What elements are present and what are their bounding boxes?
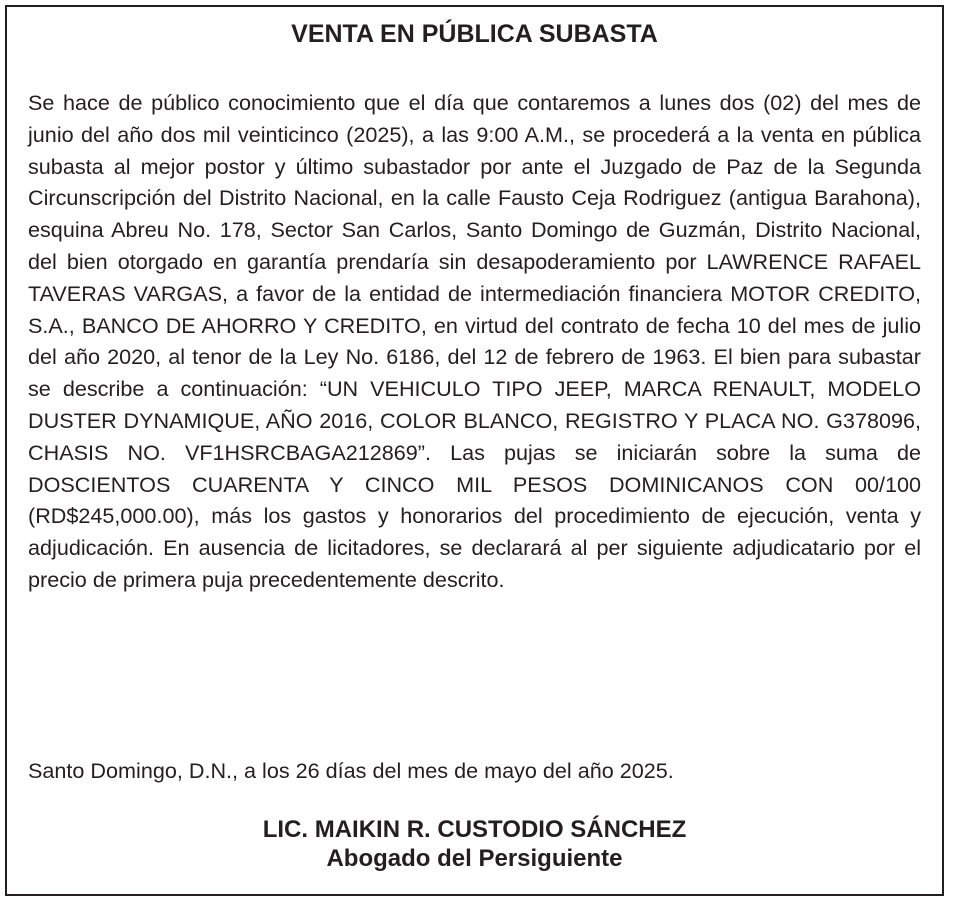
signature-block: [7, 815, 942, 873]
signature-name: LIC. MAIKIN R. CUSTODIO SÁNCHEZ: [262, 816, 687, 843]
signature-role: Abogado del Persiguiente: [326, 845, 623, 872]
notice-closing-date: Santo Domingo, D.N., a los 26 días del mes de mayo del año 2025.: [28, 758, 674, 783]
notice-body: Se hace de público conocimiento que el día que contaremos a lunes dos (02) del mes de junio del año dos mil veinticinco (2025), a las 9:00 A.M., se procederá a la venta en pública subasta al mejor postor y último subastador por ante el Juzgado de Paz de la Segunda Circunscripción del Distrito Nacional, en la calle Fausto Ceja Rodriguez (antigua Barahona), esquina Abreu No. 178, Sector San Carlos, Santo Domingo de Guzmán, Distrito Nacional, del bien otorgado en garantía prendaría sin desapoderamiento por LAWRENCE RAFAEL TAVERAS VARGAS, a favor de la entidad de intermediación financiera MOTOR CREDITO, S.A., BANCO DE AHORRO Y CREDITO, en virtud del contrato de fecha 10 del mes de julio del año 2020, al tenor de la Ley No. 6186, del 12 de febrero de 1963. El bien para subastar se describe a continuación: “UN VEHICULO TIPO JEEP, MARCA RENAULT, MODELO DUSTER DYNAMIQUE, AÑO 2016, COLOR BLANCO, REGISTRO Y PLACA NO. G378096, CHASIS NO. VF1HSRCBAGA212869”. Las pujas se iniciarán sobre la suma de DOSCIENTOS CUARENTA Y CINCO MIL PESOS DOMINICANOS CON 00/100 (RD$245,000.00), más los gastos y honorarios del procedimiento de ejecución, venta y adjudicación. En ausencia de licitadores, se declarará al per siguiente adjudicatario por el precio de primera puja precedentemente descrito.: [28, 90, 921, 592]
notice-title: VENTA EN PÚBLICA SUBASTA: [291, 20, 658, 48]
legal-notice: [5, 5, 944, 896]
